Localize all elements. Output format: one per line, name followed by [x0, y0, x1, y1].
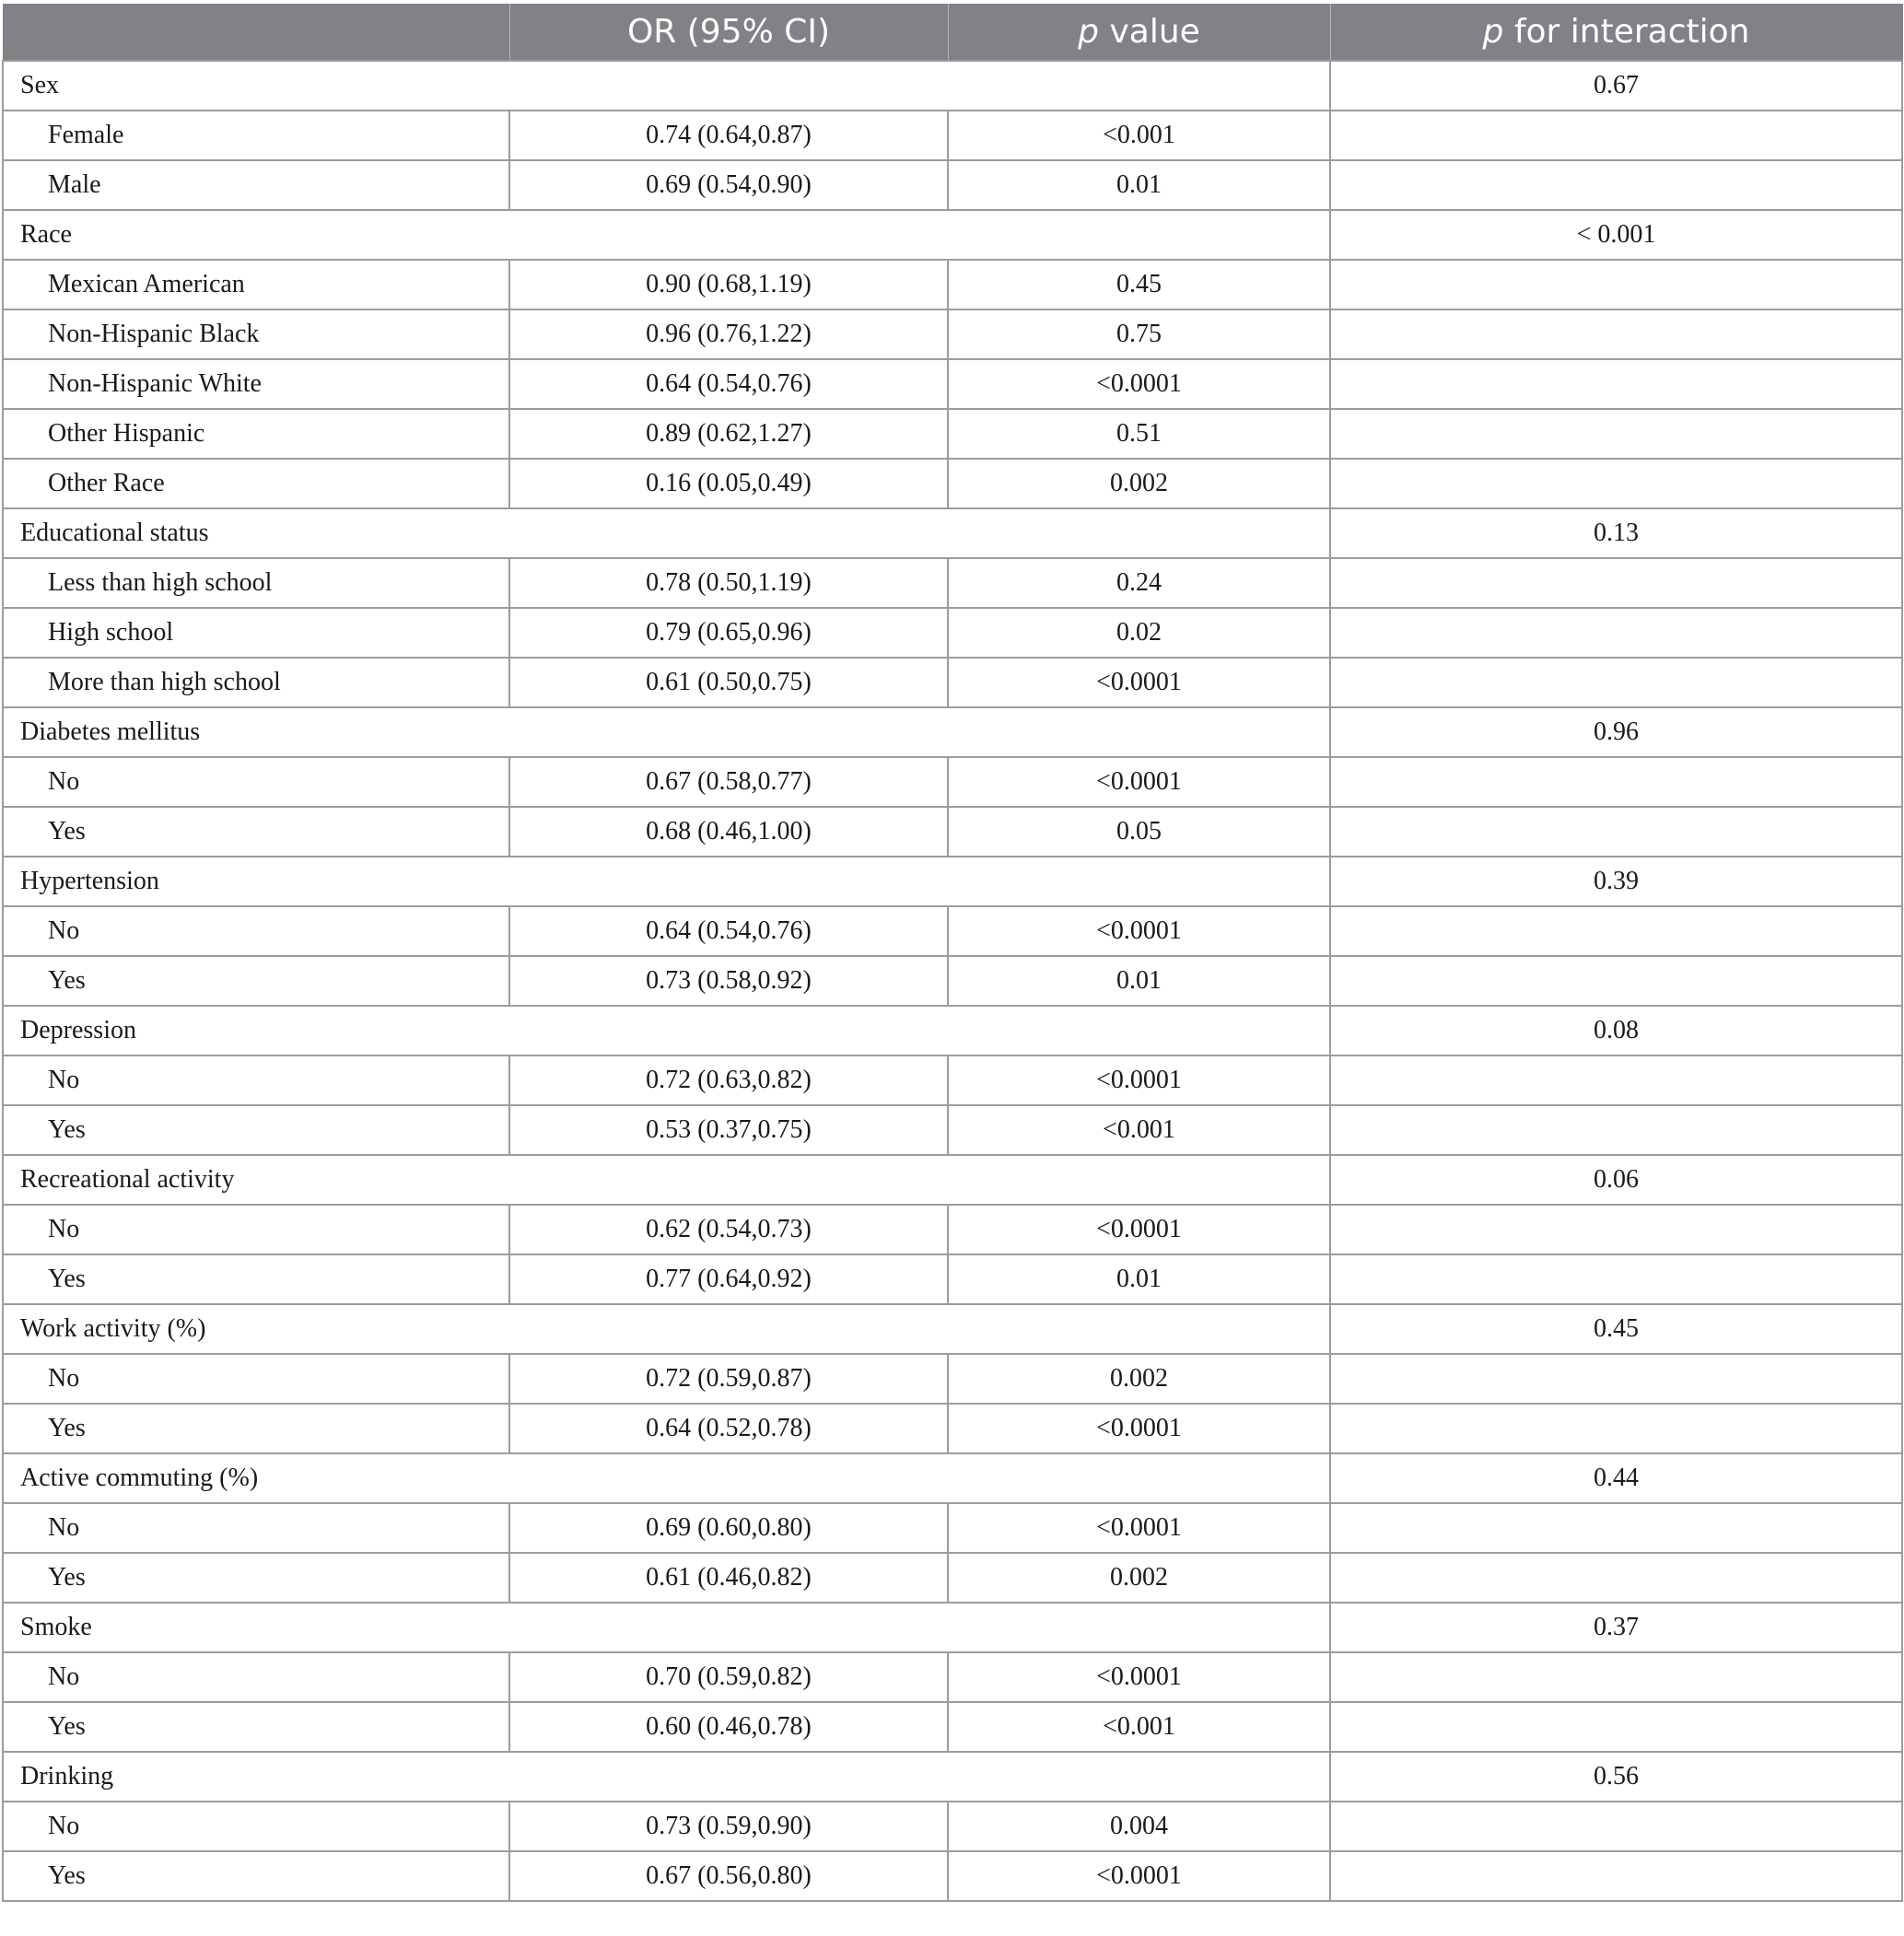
p-interaction-value: < 0.001 [1330, 210, 1902, 260]
or-ci-value: 0.72 (0.63,0.82) [509, 1055, 948, 1105]
group-label: Drinking [3, 1752, 1330, 1802]
or-ci-value: 0.60 (0.46,0.78) [509, 1702, 948, 1752]
table-row [3, 807, 1902, 857]
p-interaction-empty [1330, 1254, 1902, 1304]
table-row [3, 1205, 1902, 1254]
table-row [3, 1851, 1902, 1901]
subgroup-label: Yes [3, 1404, 509, 1453]
group-row [3, 1752, 1902, 1802]
p-interaction-empty [1330, 1404, 1902, 1453]
group-label: Race [3, 210, 1330, 260]
p-value: 0.002 [948, 459, 1330, 508]
table-row [3, 260, 1902, 309]
p-interaction-value: 0.37 [1330, 1603, 1902, 1652]
p-value: <0.001 [948, 111, 1330, 160]
or-ci-value: 0.72 (0.59,0.87) [509, 1354, 948, 1404]
p-value: <0.0001 [948, 1503, 1330, 1553]
p-value: 0.01 [948, 160, 1330, 210]
p-value: <0.0001 [948, 1404, 1330, 1453]
group-row [3, 61, 1902, 111]
subgroup-label: Female [3, 111, 509, 160]
p-interaction-empty [1330, 1205, 1902, 1254]
group-row [3, 1304, 1902, 1354]
header-variable [3, 4, 509, 61]
or-ci-value: 0.69 (0.54,0.90) [509, 160, 948, 210]
or-ci-value: 0.73 (0.59,0.90) [509, 1802, 948, 1851]
table-row [3, 558, 1902, 608]
group-label: Recreational activity [3, 1155, 1330, 1205]
p-value: 0.002 [948, 1354, 1330, 1404]
subgroup-label: Yes [3, 1851, 509, 1901]
p-value: <0.0001 [948, 1851, 1330, 1901]
subgroup-analysis-table [2, 4, 1903, 1902]
or-ci-value: 0.89 (0.62,1.27) [509, 409, 948, 459]
p-value: <0.0001 [948, 906, 1330, 956]
or-ci-value: 0.96 (0.76,1.22) [509, 309, 948, 359]
p-interaction-empty [1330, 260, 1902, 309]
table-row [3, 1055, 1902, 1105]
p-value: <0.0001 [948, 658, 1330, 707]
subgroup-label: Less than high school [3, 558, 509, 608]
or-ci-value: 0.61 (0.46,0.82) [509, 1553, 948, 1603]
p-interaction-empty [1330, 608, 1902, 658]
group-label: Sex [3, 61, 1330, 111]
p-interaction-empty [1330, 1652, 1902, 1702]
p-interaction-value: 0.44 [1330, 1453, 1902, 1503]
table-header [3, 4, 1902, 61]
p-interaction-value: 0.56 [1330, 1752, 1902, 1802]
p-value: 0.05 [948, 807, 1330, 857]
p-value: 0.24 [948, 558, 1330, 608]
p-interaction-empty [1330, 459, 1902, 508]
group-label: Depression [3, 1006, 1330, 1055]
or-ci-value: 0.90 (0.68,1.19) [509, 260, 948, 309]
p-value: <0.001 [948, 1702, 1330, 1752]
subgroup-label: Mexican American [3, 260, 509, 309]
subgroup-label: Yes [3, 807, 509, 857]
p-value: 0.004 [948, 1802, 1330, 1851]
subgroup-label: No [3, 757, 509, 807]
group-row [3, 210, 1902, 260]
p-value: <0.001 [948, 1105, 1330, 1155]
p-interaction-empty [1330, 1105, 1902, 1155]
subgroup-label: Yes [3, 1553, 509, 1603]
p-value: 0.01 [948, 956, 1330, 1006]
p-interaction-value: 0.67 [1330, 61, 1902, 111]
p-value: <0.0001 [948, 1205, 1330, 1254]
subgroup-label: Other Race [3, 459, 509, 508]
subgroup-label: No [3, 906, 509, 956]
subgroup-label: High school [3, 608, 509, 658]
p-interaction-empty [1330, 658, 1902, 707]
p-value: <0.0001 [948, 1652, 1330, 1702]
subgroup-label: More than high school [3, 658, 509, 707]
table-row [3, 459, 1902, 508]
group-label: Diabetes mellitus [3, 707, 1330, 757]
p-interaction-empty [1330, 558, 1902, 608]
p-value: <0.0001 [948, 757, 1330, 807]
p-interaction-empty [1330, 409, 1902, 459]
p-interaction-empty [1330, 111, 1902, 160]
or-ci-value: 0.79 (0.65,0.96) [509, 608, 948, 658]
p-interaction-empty [1330, 1354, 1902, 1404]
table-row [3, 409, 1902, 459]
table-row [3, 906, 1902, 956]
table-row [3, 757, 1902, 807]
p-interaction-value: 0.06 [1330, 1155, 1902, 1205]
subgroup-label: No [3, 1205, 509, 1254]
or-ci-value: 0.16 (0.05,0.49) [509, 459, 948, 508]
p-value: <0.0001 [948, 1055, 1330, 1105]
p-value: 0.75 [948, 309, 1330, 359]
group-row [3, 508, 1902, 558]
table-row [3, 1702, 1902, 1752]
header-p-value-text: p [1078, 13, 1100, 51]
p-interaction-empty [1330, 160, 1902, 210]
or-ci-value: 0.78 (0.50,1.19) [509, 558, 948, 608]
table-row [3, 608, 1902, 658]
or-ci-value: 0.62 (0.54,0.73) [509, 1205, 948, 1254]
p-interaction-empty [1330, 1802, 1902, 1851]
p-interaction-empty [1330, 1851, 1902, 1901]
table-row [3, 956, 1902, 1006]
group-row [3, 1155, 1902, 1205]
table-row [3, 160, 1902, 210]
subgroup-label: No [3, 1055, 509, 1105]
group-row [3, 707, 1902, 757]
header-or-ci: OR (95% CI) [509, 4, 948, 61]
subgroup-label: No [3, 1652, 509, 1702]
header-p-interaction: p for interaction [1330, 4, 1902, 61]
subgroup-label: No [3, 1503, 509, 1553]
p-value: 0.45 [948, 260, 1330, 309]
group-label: Work activity (%) [3, 1304, 1330, 1354]
p-value: 0.51 [948, 409, 1330, 459]
group-label: Educational status [3, 508, 1330, 558]
header-p-interaction-text: p [1482, 13, 1504, 51]
p-interaction-empty [1330, 757, 1902, 807]
group-label: Smoke [3, 1603, 1330, 1652]
subgroup-label: Yes [3, 1105, 509, 1155]
table-row [3, 658, 1902, 707]
group-label: Hypertension [3, 857, 1330, 906]
p-interaction-value: 0.13 [1330, 508, 1902, 558]
or-ci-value: 0.77 (0.64,0.92) [509, 1254, 948, 1304]
p-interaction-empty [1330, 309, 1902, 359]
table-row [3, 1105, 1902, 1155]
subgroup-label: Other Hispanic [3, 409, 509, 459]
p-interaction-empty [1330, 1702, 1902, 1752]
table-row [3, 1503, 1902, 1553]
or-ci-value: 0.74 (0.64,0.87) [509, 111, 948, 160]
header-p-value: p value [948, 4, 1330, 61]
p-interaction-value: 0.08 [1330, 1006, 1902, 1055]
or-ci-value: 0.67 (0.56,0.80) [509, 1851, 948, 1901]
group-row [3, 1603, 1902, 1652]
p-interaction-empty [1330, 359, 1902, 409]
or-ci-value: 0.73 (0.58,0.92) [509, 956, 948, 1006]
p-interaction-empty [1330, 1553, 1902, 1603]
p-interaction-empty [1330, 1055, 1902, 1105]
group-label: Active commuting (%) [3, 1453, 1330, 1503]
or-ci-value: 0.64 (0.54,0.76) [509, 906, 948, 956]
table-row [3, 1404, 1902, 1453]
table-row [3, 1354, 1902, 1404]
p-value: 0.02 [948, 608, 1330, 658]
or-ci-value: 0.64 (0.54,0.76) [509, 359, 948, 409]
table-row [3, 111, 1902, 160]
p-interaction-value: 0.96 [1330, 707, 1902, 757]
p-value: 0.002 [948, 1553, 1330, 1603]
p-interaction-empty [1330, 1503, 1902, 1553]
header-row [3, 4, 1902, 61]
table-body [3, 61, 1902, 1901]
group-row [3, 1453, 1902, 1503]
subgroup-label: No [3, 1354, 509, 1404]
group-row [3, 857, 1902, 906]
table-row [3, 1802, 1902, 1851]
p-value: <0.0001 [948, 359, 1330, 409]
group-row [3, 1006, 1902, 1055]
subgroup-label: Yes [3, 1702, 509, 1752]
or-ci-value: 0.53 (0.37,0.75) [509, 1105, 948, 1155]
p-interaction-value: 0.45 [1330, 1304, 1902, 1354]
table-row [3, 1553, 1902, 1603]
table-row [3, 359, 1902, 409]
or-ci-value: 0.67 (0.58,0.77) [509, 757, 948, 807]
p-interaction-empty [1330, 906, 1902, 956]
or-ci-value: 0.69 (0.60,0.80) [509, 1503, 948, 1553]
or-ci-value: 0.70 (0.59,0.82) [509, 1652, 948, 1702]
subgroup-label: No [3, 1802, 509, 1851]
subgroup-label: Non-Hispanic White [3, 359, 509, 409]
table-row [3, 309, 1902, 359]
p-value: 0.01 [948, 1254, 1330, 1304]
p-interaction-empty [1330, 807, 1902, 857]
table-row [3, 1652, 1902, 1702]
or-ci-value: 0.68 (0.46,1.00) [509, 807, 948, 857]
subgroup-label: Non-Hispanic Black [3, 309, 509, 359]
p-interaction-empty [1330, 956, 1902, 1006]
subgroup-label: Male [3, 160, 509, 210]
p-interaction-value: 0.39 [1330, 857, 1902, 906]
or-ci-value: 0.64 (0.52,0.78) [509, 1404, 948, 1453]
table-row [3, 1254, 1902, 1304]
or-ci-value: 0.61 (0.50,0.75) [509, 658, 948, 707]
subgroup-label: Yes [3, 956, 509, 1006]
subgroup-label: Yes [3, 1254, 509, 1304]
